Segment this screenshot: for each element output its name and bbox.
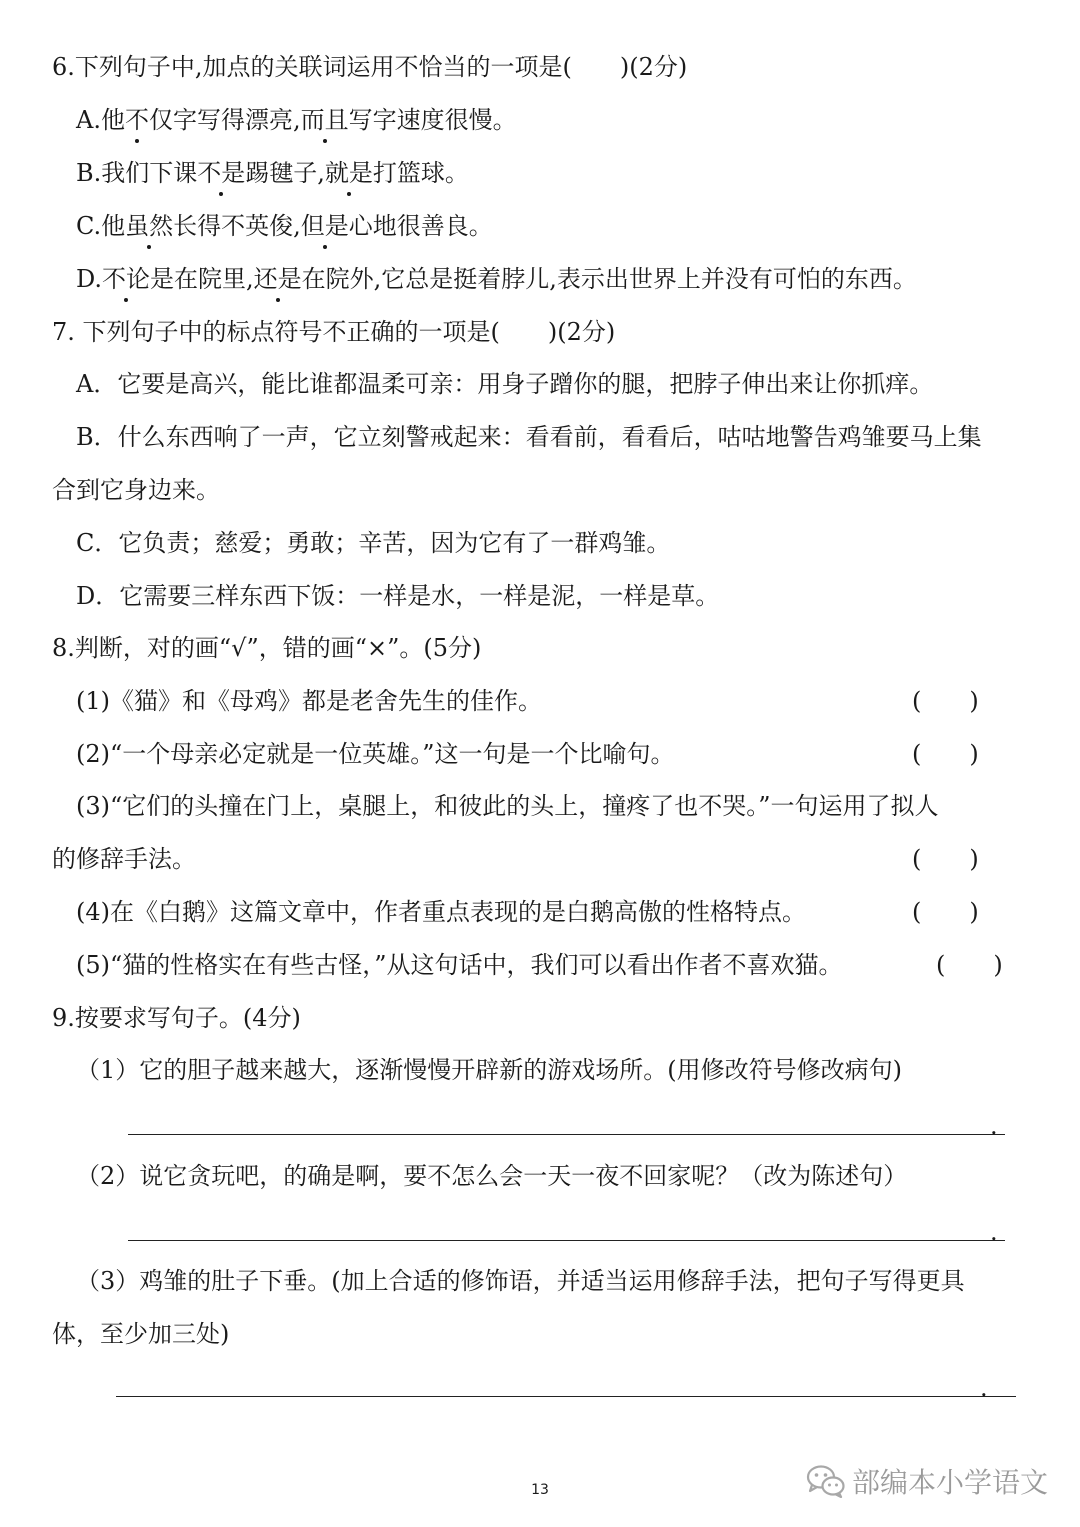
q8-item-1: (1)《猫》和《母鸡》都是老舍先生的佳作。 [76,687,542,715]
answer-bracket[interactable]: ( ) [912,845,979,873]
answer-line[interactable] [116,1396,1016,1397]
option-text: A.他 [76,106,125,134]
answer-bracket[interactable]: ( ) [912,687,979,715]
option-text: 长得不英俊, [173,212,301,240]
q9-item-2: （2）说它贪玩吧，的确是啊，要不怎么会一天一夜不回家呢？（改为陈述句） [76,1162,908,1190]
q6-option-d [76,263,917,295]
dotted-word: 不 [124,106,149,134]
option-text: 打篮球。 [372,159,469,187]
q9-stem: 9.按要求写句子。(4分) [52,1004,301,1032]
option-text: 是在院里, [150,265,254,293]
q8-item-5: (5)“猫的性格实在有些古怪，”从这句话中，我们可以看出作者不喜欢猫。 [76,951,843,979]
q9-item-1: （1）它的胆子越来越大，逐渐慢慢开辟新的游戏场所。(用修改符号修改病句) [76,1056,902,1084]
q8-item-4: (4)在《白鹅》这篇文章中，作者重点表现的是白鹅高傲的性格特点。 [76,898,806,926]
answer-line-period: . [990,1218,998,1246]
answer-line[interactable] [128,1134,1005,1135]
answer-line-period: . [990,1112,998,1140]
q6-stem: 6.下列句子中,加点的关联词运用不恰当的一项是( )(2分) [52,53,688,81]
q7-option-b: B．什么东西响了一声，它立刻警戒起来：看看前，看看后，咕咕地警告鸡雏要马上集 [76,423,982,451]
watermark-text: 部编本小学语文 [851,1466,1048,1499]
dotted-word: 还是 [253,265,302,293]
answer-line-period: . [980,1374,988,1402]
page-number: 13 [531,1482,549,1498]
q6-option-a [76,104,517,136]
answer-line[interactable] [128,1240,1005,1241]
option-text: 踢毽子, [245,159,325,187]
dotted-word: 虽然 [125,212,174,240]
option-text: B.我们下课 [76,159,198,187]
q6-option-b [76,157,469,189]
q8-item-2: (2)“一个母亲必定就是一位英雄。”这一句是一个比喻句。 [76,740,675,768]
dotted-word: 但是 [300,212,349,240]
option-text: 写字速度很慢。 [348,106,517,134]
answer-bracket[interactable]: ( ) [936,951,1003,979]
q9-item-3-cont: 体，至少加三处) [52,1320,230,1348]
q7-option-d: D．它需要三样东西下饭：一样是水，一样是泥，一样是草。 [76,582,720,610]
q9-item-3: （3）鸡雏的肚子下垂。(加上合适的修饰语，并适当运用修辞手法，把句子写得更具 [76,1267,965,1295]
watermark [806,1461,1048,1501]
dotted-word: 就是 [324,159,373,187]
option-text: D. [76,265,103,293]
option-text: 心地很善良。 [348,212,493,240]
q7-option-b-cont: 合到它身边来。 [52,476,220,504]
q7-stem: 7. 下列句子中的标点符号不正确的一项是( )(2分) [52,318,616,346]
answer-bracket[interactable]: ( ) [912,898,979,926]
option-text: C.他 [76,212,126,240]
q7-option-c: C．它负责；慈爱；勇敢；辛苦，因为它有了一群鸡雏。 [76,529,671,557]
q7-option-a: A．它要是高兴，能比谁都温柔可亲：用身子蹭你的腿，把脖子伸出来让你抓痒。 [76,370,934,398]
q6-option-c [76,210,493,242]
option-text: 仅字写得漂亮, [148,106,301,134]
dotted-word: 而且 [300,106,349,134]
q8-stem: 8.判断，对的画“√”，错的画“×”。(5分) [52,634,482,662]
option-text: 在院外,它总是挺着脖儿,表示出世界上并没有可怕的东西。 [301,265,917,293]
dotted-word: 不是 [197,159,246,187]
wechat-icon [806,1464,846,1498]
answer-bracket[interactable]: ( ) [912,740,979,768]
q8-item-3-cont: 的修辞手法。 [52,845,196,873]
q8-item-3: (3)“它们的头撞在门上，桌腿上，和彼此的头上，撞疼了也不哭。”一句运用了拟人 [76,792,939,820]
dotted-word: 不论 [102,265,151,293]
